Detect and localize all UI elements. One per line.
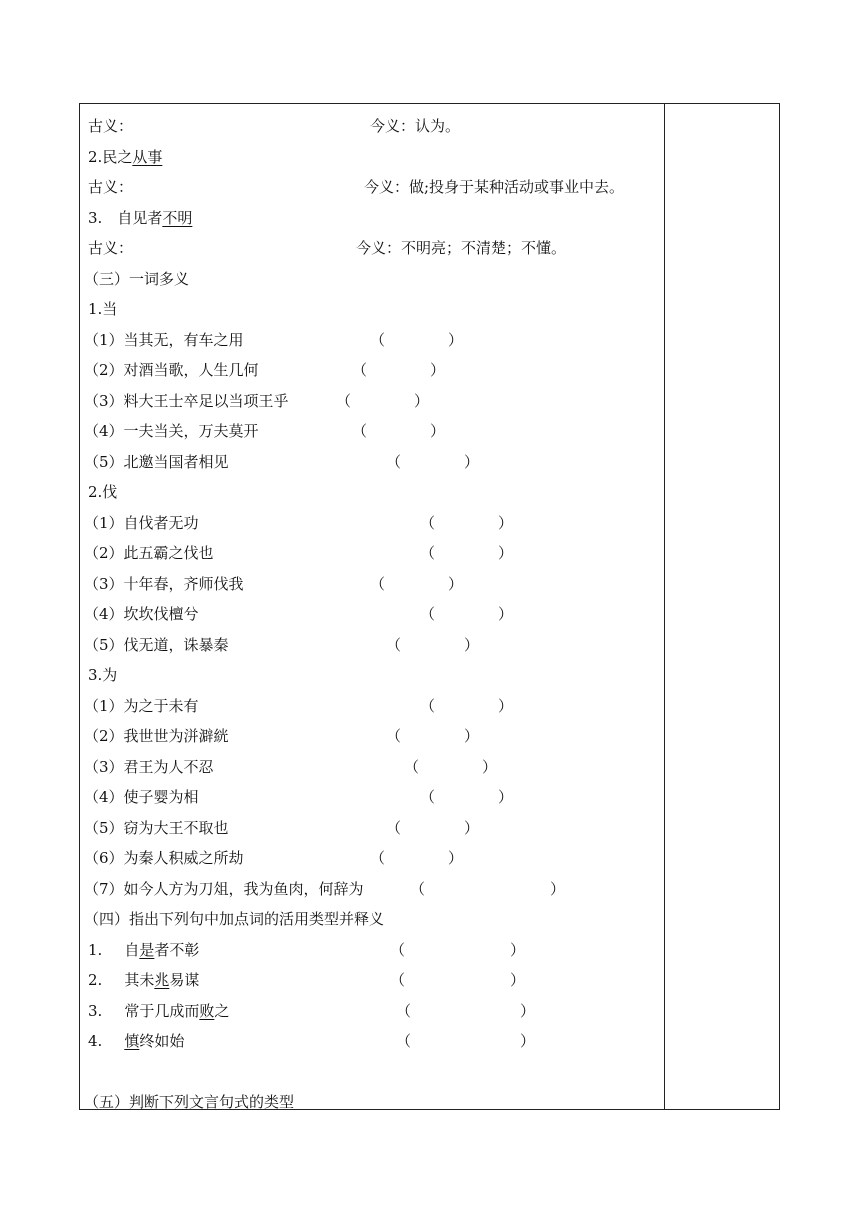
list-item: 2. 其未兆易谋 （ ） xyxy=(88,971,526,989)
list-item: （4）一夫当关，万夫莫开 （ ） xyxy=(84,422,446,440)
meaning-row: 古义： 今义：认为。 xyxy=(88,117,461,135)
group-head: 2.伐 xyxy=(88,483,118,501)
group-head: 3.为 xyxy=(88,666,118,684)
list-item: （1）为之于未有 （ ） xyxy=(84,697,514,715)
list-item: 1. 自是者不彰 （ ） xyxy=(88,941,526,959)
worksheet-table xyxy=(79,103,780,1110)
list-item: 4. 慎终如始 （ ） xyxy=(88,1032,536,1050)
list-item: （3）料大王士卒足以当项王乎 （ ） xyxy=(84,392,430,410)
list-item: （5）北邀当国者相见 （ ） xyxy=(84,453,480,471)
list-item: （5）伐无道，诛暴秦 （ ） xyxy=(84,636,480,654)
list-item: （7）如今人方为刀俎，我为鱼肉，何辞为 （ ） xyxy=(84,880,566,898)
list-item: （1）自伐者无功 （ ） xyxy=(84,514,514,532)
column-divider xyxy=(664,104,665,1109)
group-head: 1.当 xyxy=(88,300,118,318)
section-title: （四）指出下列句中加点词的活用类型并释义 xyxy=(84,910,385,928)
list-item: （2）此五霸之伐也 （ ） xyxy=(84,544,514,562)
list-item: 3. 常于几成而败之 （ ） xyxy=(88,1002,536,1020)
list-item: （3）君王为人不忍 （ ） xyxy=(84,758,498,776)
meaning-row: 古义： 今义：不明亮；不清楚；不懂。 xyxy=(88,239,567,257)
list-item: （2）我世世为洴澼絖 （ ） xyxy=(84,727,480,745)
list-item: （4）坎坎伐檀兮 （ ） xyxy=(84,605,514,623)
section-title: （五）判断下列文言句式的类型 xyxy=(84,1093,295,1111)
list-item: （5）窃为大王不取也 （ ） xyxy=(84,819,480,837)
archaic-term: 2.民之从事 xyxy=(88,148,163,166)
archaic-term: 3. 自见者不明 xyxy=(88,209,193,227)
list-item: （3）十年春，齐师伐我 （ ） xyxy=(84,575,464,593)
list-item: （1）当其无，有车之用 （ ） xyxy=(84,331,464,349)
list-item: （2）对酒当歌，人生几何 （ ） xyxy=(84,361,446,379)
meaning-row: 古义： 今义：做;投身于某种活动或事业中去。 xyxy=(88,178,625,196)
list-item: （4）使子婴为相 （ ） xyxy=(84,788,514,806)
list-item: （6）为秦人积威之所劫 （ ） xyxy=(84,849,464,867)
section-title: （三）一词多义 xyxy=(84,270,190,288)
